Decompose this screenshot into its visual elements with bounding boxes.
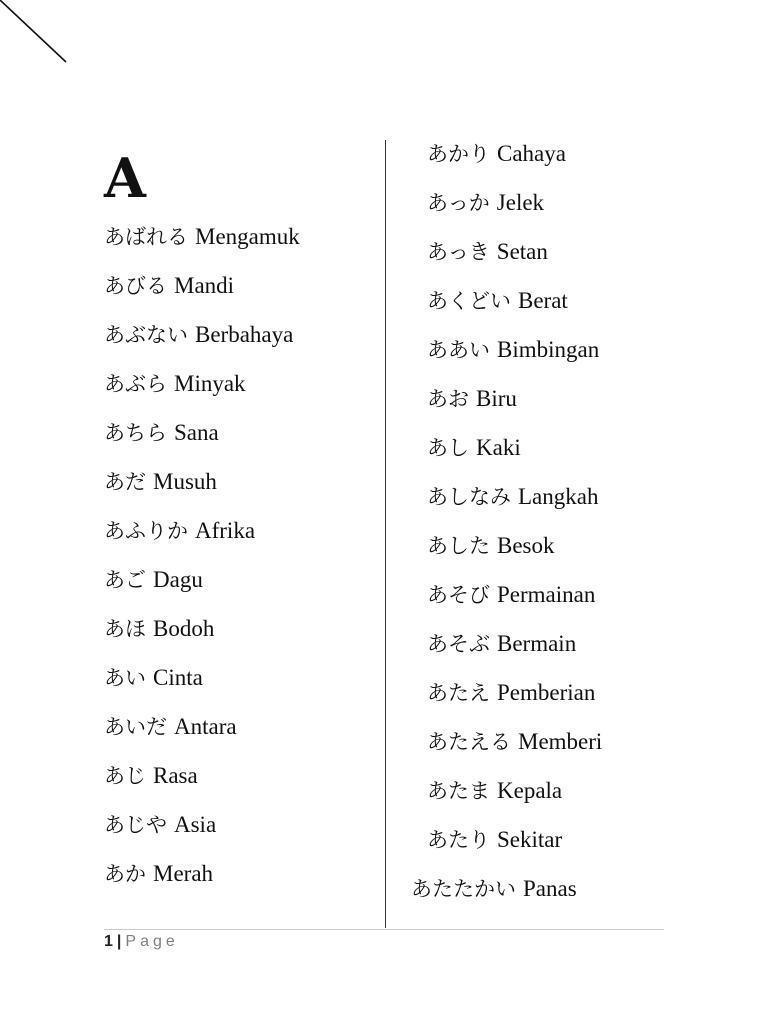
indonesian-meaning: Pemberian bbox=[497, 680, 596, 705]
japanese-word: あそび bbox=[427, 583, 490, 607]
entry bbox=[104, 416, 374, 465]
japanese-word: あい bbox=[104, 666, 146, 690]
japanese-word: あじや bbox=[104, 813, 167, 837]
japanese-word: あお bbox=[427, 387, 469, 411]
indonesian-meaning: Cinta bbox=[153, 665, 203, 690]
indonesian-meaning: Mandi bbox=[174, 273, 235, 298]
entry bbox=[104, 612, 374, 661]
page-footer bbox=[104, 931, 179, 953]
entry bbox=[104, 759, 374, 808]
japanese-word: あたえる bbox=[427, 730, 511, 754]
japanese-word: あっき bbox=[427, 240, 490, 264]
japanese-word: あくどい bbox=[427, 289, 511, 313]
japanese-word: あふりか bbox=[104, 519, 188, 543]
indonesian-meaning: Memberi bbox=[518, 729, 603, 754]
entry bbox=[427, 284, 727, 333]
entry bbox=[427, 529, 727, 578]
indonesian-meaning: Kepala bbox=[497, 778, 563, 803]
japanese-word: あだ bbox=[104, 470, 146, 494]
japanese-word: あしなみ bbox=[427, 485, 511, 509]
entry bbox=[104, 514, 374, 563]
section-letter: A bbox=[104, 146, 146, 210]
indonesian-meaning: Bodoh bbox=[153, 616, 215, 641]
entry bbox=[427, 137, 727, 186]
entry bbox=[427, 725, 727, 774]
indonesian-meaning: Langkah bbox=[518, 484, 599, 509]
entry bbox=[104, 367, 374, 416]
japanese-word: あたま bbox=[427, 779, 490, 803]
indonesian-meaning: Berbahaya bbox=[195, 322, 294, 347]
column-divider bbox=[385, 140, 386, 928]
japanese-word: あっか bbox=[427, 191, 490, 215]
footer-rule bbox=[104, 929, 664, 930]
japanese-word: あし bbox=[427, 436, 469, 460]
japanese-word: あばれる bbox=[104, 225, 188, 249]
indonesian-meaning: Besok bbox=[497, 533, 555, 558]
entry bbox=[104, 710, 374, 759]
japanese-word: あたり bbox=[427, 828, 490, 852]
indonesian-meaning: Merah bbox=[153, 861, 214, 886]
indonesian-meaning: Dagu bbox=[153, 567, 203, 592]
entry bbox=[104, 318, 374, 367]
entry bbox=[427, 823, 727, 872]
entry bbox=[427, 480, 727, 529]
entry bbox=[104, 269, 374, 318]
japanese-word: あかり bbox=[427, 142, 490, 166]
entry bbox=[427, 235, 727, 284]
indonesian-meaning: Musuh bbox=[153, 469, 217, 494]
japanese-word: あちら bbox=[104, 421, 167, 445]
indonesian-meaning: Cahaya bbox=[497, 141, 566, 166]
japanese-word: あご bbox=[104, 568, 146, 592]
japanese-word: あたえ bbox=[427, 681, 490, 705]
indonesian-meaning: Berat bbox=[518, 288, 568, 313]
entry bbox=[427, 627, 727, 676]
indonesian-meaning: Minyak bbox=[174, 371, 246, 396]
indonesian-meaning: Bimbingan bbox=[497, 337, 600, 362]
entry bbox=[104, 661, 374, 710]
japanese-word: あいだ bbox=[104, 715, 167, 739]
japanese-word: あほ bbox=[104, 617, 146, 641]
indonesian-meaning: Rasa bbox=[153, 763, 198, 788]
right-column bbox=[411, 137, 727, 921]
entry bbox=[104, 465, 374, 514]
entry bbox=[427, 774, 727, 823]
indonesian-meaning: Setan bbox=[496, 239, 548, 264]
japanese-word: あびる bbox=[104, 274, 167, 298]
entry bbox=[104, 857, 374, 906]
indonesian-meaning: Antara bbox=[174, 714, 237, 739]
japanese-word: あした bbox=[427, 534, 490, 558]
indonesian-meaning: Afrika bbox=[195, 518, 256, 543]
indonesian-meaning: Kaki bbox=[476, 435, 521, 460]
indonesian-meaning: Bermain bbox=[497, 631, 577, 656]
indonesian-meaning: Asia bbox=[174, 812, 217, 837]
indonesian-meaning: Panas bbox=[523, 876, 577, 901]
indonesian-meaning: Sekitar bbox=[497, 827, 563, 852]
entry bbox=[427, 676, 727, 725]
japanese-word: あぶない bbox=[104, 323, 188, 347]
entry bbox=[427, 186, 727, 235]
indonesian-meaning: Jelek bbox=[496, 190, 545, 215]
entry bbox=[104, 220, 374, 269]
indonesian-meaning: Mengamuk bbox=[195, 224, 300, 249]
entry bbox=[427, 431, 727, 480]
entry bbox=[427, 333, 727, 382]
page-label: Page bbox=[125, 933, 179, 950]
page-number: 1 bbox=[104, 933, 113, 950]
entry bbox=[104, 563, 374, 612]
entry bbox=[427, 382, 727, 431]
indonesian-meaning: Permainan bbox=[497, 582, 596, 607]
japanese-word: あか bbox=[104, 862, 146, 886]
japanese-word: あそぶ bbox=[427, 632, 490, 656]
japanese-word: あじ bbox=[104, 764, 146, 788]
indonesian-meaning: Sana bbox=[174, 420, 219, 445]
left-column bbox=[104, 220, 374, 906]
indonesian-meaning: Biru bbox=[476, 386, 517, 411]
entry bbox=[427, 578, 727, 627]
entry bbox=[104, 808, 374, 857]
footer-separator: | bbox=[116, 933, 122, 950]
japanese-word: あたたかい bbox=[411, 877, 516, 901]
japanese-word: ああい bbox=[427, 338, 490, 362]
corner-decoration-line bbox=[0, 0, 70, 66]
japanese-word: あぶら bbox=[104, 372, 167, 396]
entry bbox=[411, 872, 727, 921]
